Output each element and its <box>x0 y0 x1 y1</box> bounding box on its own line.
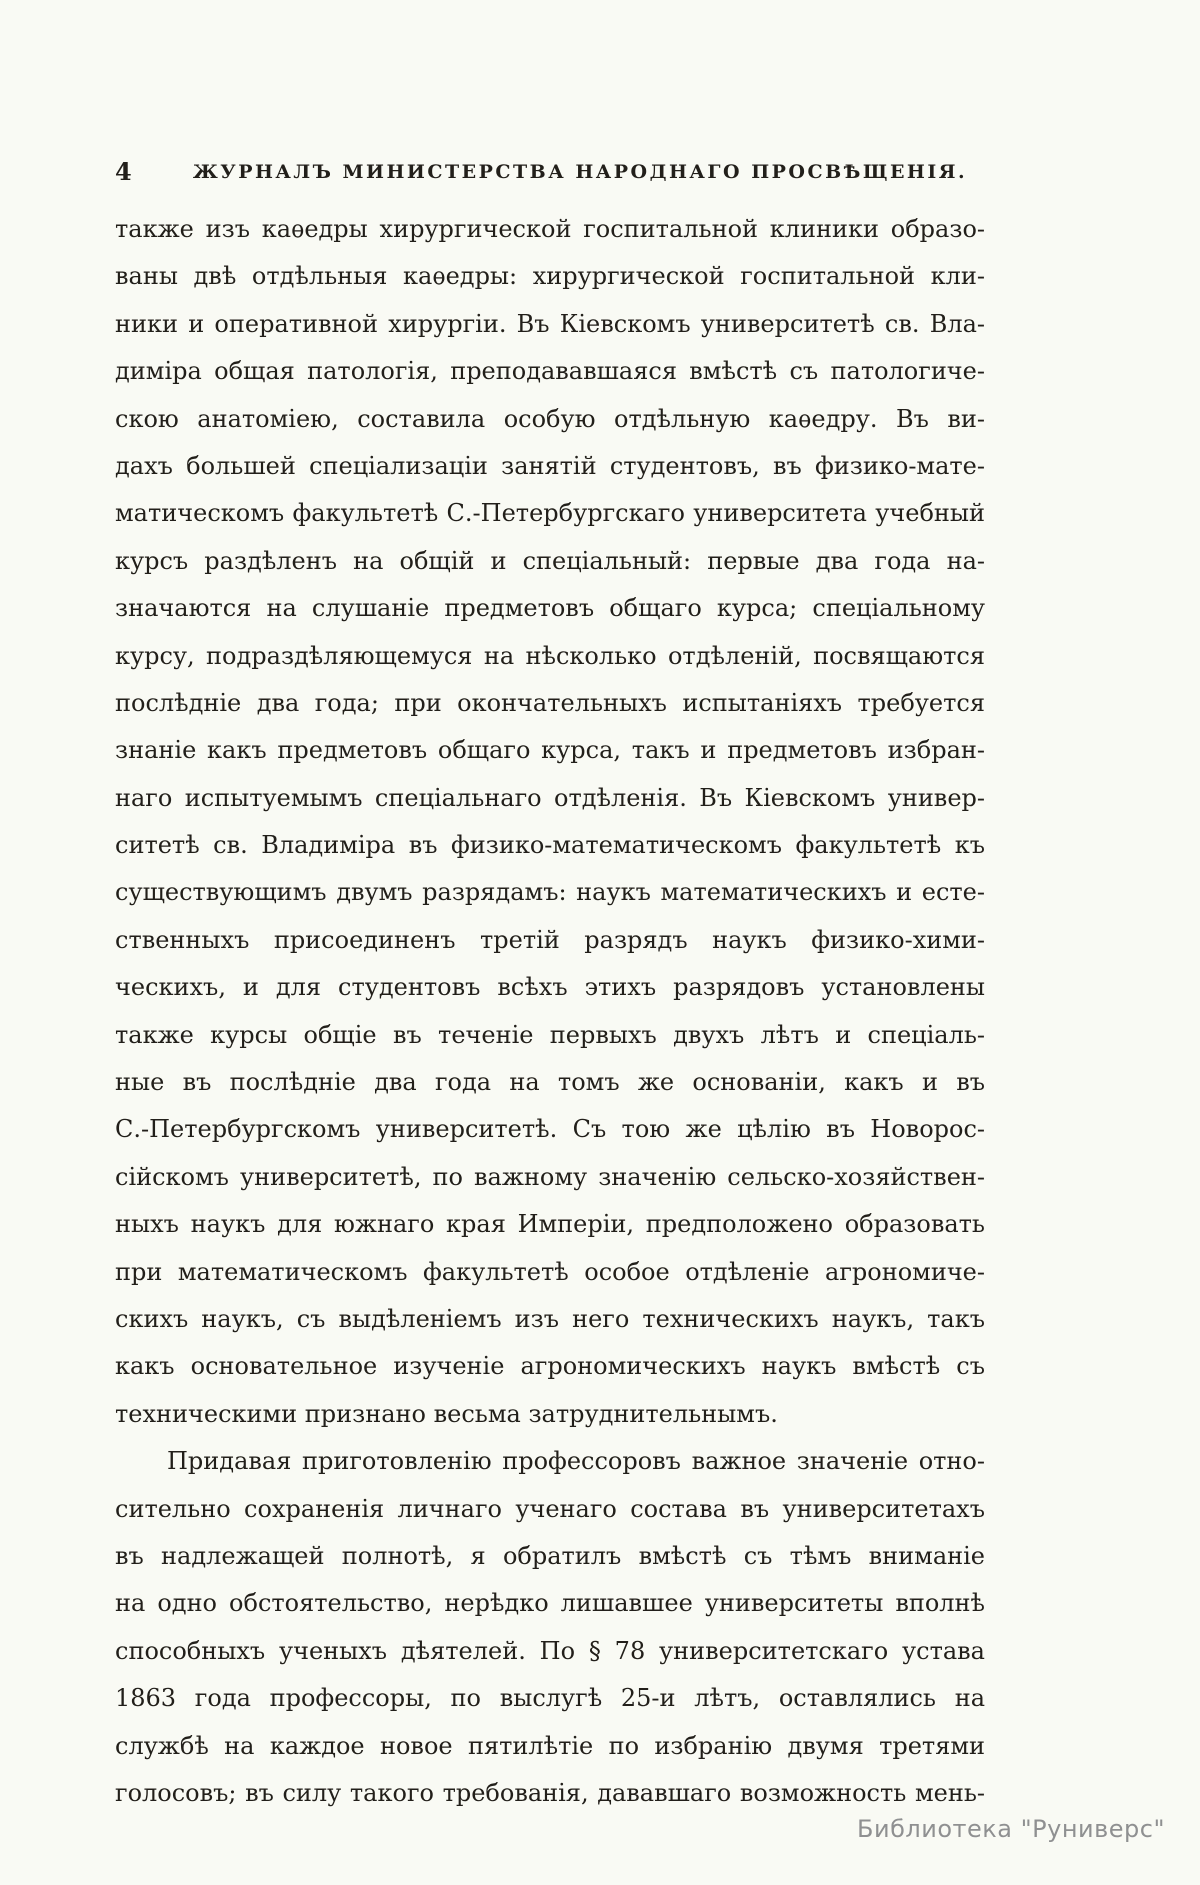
page-header <box>115 156 985 188</box>
page-number: 4 <box>115 157 133 186</box>
text-line: ственныхъ присоединенъ третій разрядъ наукъ физико-хими- <box>115 925 985 954</box>
text-line: техническими признано весьма затруднительнымъ. <box>115 1399 778 1428</box>
text-line: службѣ на каждое новое пятилѣтіе по избранію двумя третями <box>115 1731 985 1760</box>
text-line: способныхъ ученыхъ дѣятелей. По § 78 университетскаго устава <box>115 1636 985 1665</box>
text-line: голосовъ; въ силу такого требованія, дававшаго возможность мень- <box>115 1778 985 1807</box>
text-line: ваны двѣ отдѣльныя каѳедры: хирургической госпитальной кли- <box>115 262 985 291</box>
text-line: сійскомъ университетѣ, по важному значенію сельско-хозяйствен- <box>115 1162 985 1191</box>
text-line: 1863 года профессоры, по выслугѣ 25-и лѣтъ, оставлялись на <box>115 1684 985 1713</box>
text-line: матическомъ факультетѣ С.-Петербургскаго университета учебный <box>115 499 985 528</box>
text-line: скихъ наукъ, съ выдѣленіемъ изъ него техническихъ наукъ, такъ <box>115 1304 985 1333</box>
text-line: ческихъ, и для студентовъ всѣхъ этихъ разрядовъ установлены <box>115 973 985 1002</box>
text-line: какъ основательное изученіе агрономическихъ наукъ вмѣстѣ съ <box>115 1352 985 1381</box>
text-line: существующимъ двумъ разрядамъ: наукъ математическихъ и есте- <box>115 878 985 907</box>
text-line: на одно обстоятельство, нерѣдко лишавшее университеты вполнѣ <box>115 1589 985 1618</box>
text-line: ныхъ наукъ для южнаго края Имперіи, предположено образовать <box>115 1210 985 1239</box>
watermark: Библиотека "Руниверс" <box>857 1815 1165 1843</box>
text-line: сительно сохраненія личнаго ученаго состава въ университетахъ <box>115 1494 985 1523</box>
text-line: курсу, подраздѣляющемуся на нѣсколько отдѣленій, посвящаются <box>115 641 985 670</box>
text-line: курсъ раздѣленъ на общій и спеціальный: первые два года на- <box>115 546 985 575</box>
text-line: значаются на слушаніе предметовъ общаго курса; спеціальному <box>115 594 985 623</box>
running-title: ЖУРНАЛЪ МИНИСТЕРСТВА НАРОДНАГО ПРОСВѢЩЕНІЯ. <box>192 161 968 183</box>
text-line: знаніе какъ предметовъ общаго курса, такъ и предметовъ избран- <box>115 736 985 765</box>
text-line: Придавая приготовленію профессоровъ важное значеніе отно- <box>167 1447 985 1476</box>
text-line: С.-Петербургскомъ университетѣ. Съ тою же цѣлію въ Новорос- <box>115 1115 985 1144</box>
text-line: ситетѣ св. Владиміра въ физико-математическомъ факультетѣ къ <box>115 831 985 860</box>
text-line: наго испытуемымъ спеціальнаго отдѣленія. Въ Кіевскомъ универ- <box>115 783 985 812</box>
text-line: ники и оперативной хирургіи. Въ Кіевскомъ университетѣ св. Вла- <box>115 309 985 338</box>
text-line: дахъ большей спеціализаціи занятій студентовъ, въ физико-мате- <box>115 451 985 480</box>
text-line: при математическомъ факультетѣ особое отдѣленіе агрономиче- <box>115 1257 985 1286</box>
text-line: въ надлежащей полнотѣ, я обратилъ вмѣстѣ съ тѣмъ вниманіе <box>115 1541 985 1570</box>
text-line: также курсы общіе въ теченіе первыхъ двухъ лѣтъ и спеціаль- <box>115 1020 985 1049</box>
text-line: ные въ послѣдніе два года на томъ же основаніи, какъ и въ <box>115 1068 985 1097</box>
text-line: диміра общая патологія, преподававшаяся вмѣстѣ съ патологиче- <box>115 357 985 386</box>
text-line: скою анатоміею, составила особую отдѣльную каѳедру. Въ ви- <box>115 404 985 433</box>
page-body <box>115 206 985 1817</box>
text-line: послѣдніе два года; при окончательныхъ испытаніяхъ требуется <box>115 688 985 717</box>
text-line: также изъ каѳедры хирургической госпитальной клиники образо- <box>115 215 985 243</box>
